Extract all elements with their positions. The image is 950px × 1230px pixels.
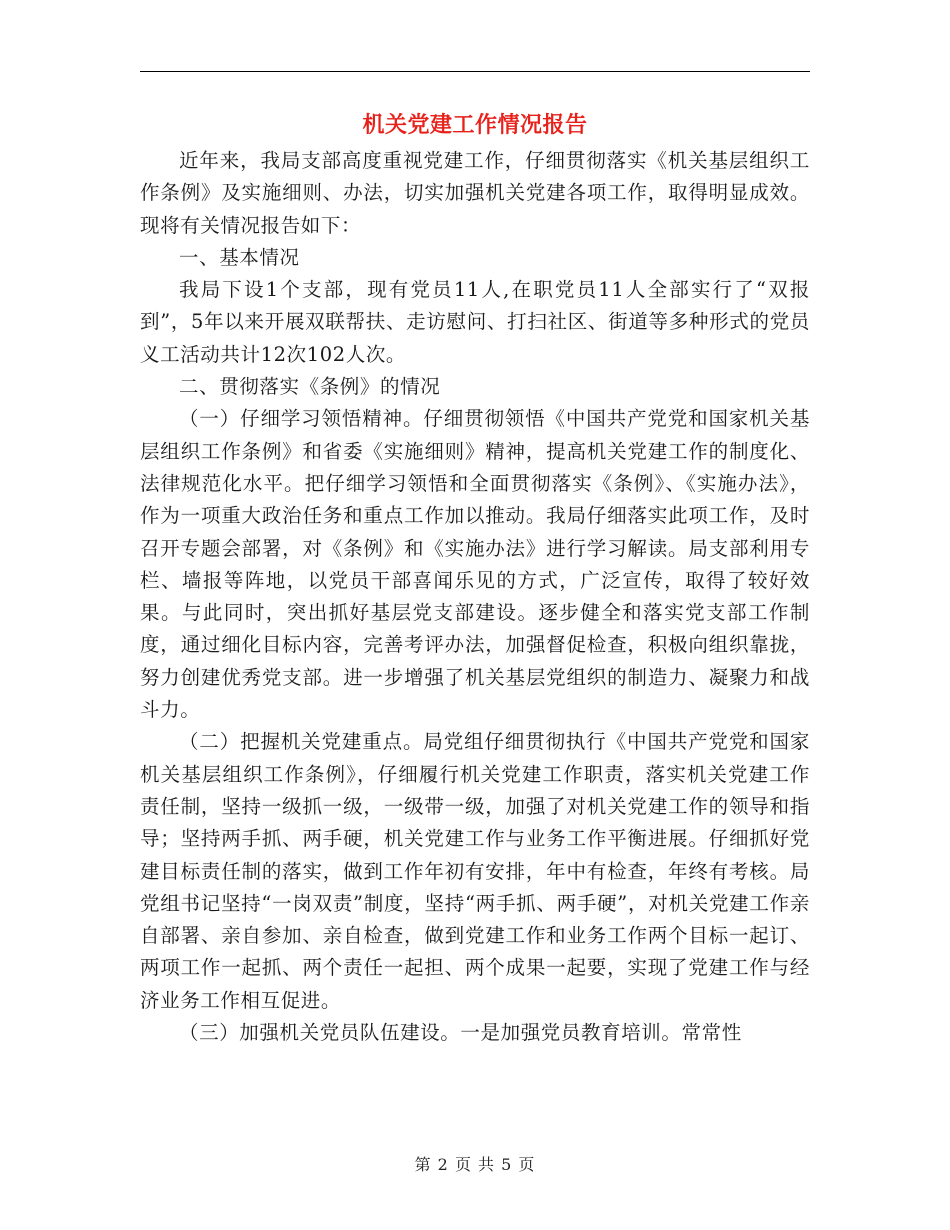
- header-rule: [140, 71, 810, 72]
- document-body: [140, 145, 810, 1049]
- paragraph-intro: 近年来，我局支部高度重视党建工作，仔细贯彻落实《机关基层组织工作条例》及实施细则、办法，切实加强机关党建各项工作，取得明显成效。现将有关情况报告如下：: [140, 149, 810, 237]
- document-title: 机关党建工作情况报告: [362, 112, 588, 138]
- paragraph-section-1: （一）仔细学习领悟精神。仔细贯彻领悟《中国共产党党和国家机关基层组织工作条例》和省委《实施细则》精神，提高机关党建工作的制度化、法律规范化水平。把仔细学习领悟和全面贯彻落实《条例》、《实施办法》，作为一项重大政治任务和重点工作加以推动。我局仔细落实此项工作，及时召开专题会部署，对《条例》和《实施办法》进行学习解读。局支部利用专栏、墙报等阵地，以党员干部喜闻乐见的方式，广泛宣传，取得了较好效果。与此同时，突出抓好基层党支部建设。逐步健全和落实党支部工作制度，通过细化目标内容，完善考评办法，加强督促检查，积极向组织靠拢，努力创建优秀党支部。进一步增强了机关基层党组织的制造力、凝聚力和战斗力。: [140, 407, 810, 722]
- page-footer: [0, 1152, 950, 1175]
- page-number: 第 2 页 共 5 页: [414, 1155, 536, 1174]
- heading-implementation: 二、贯彻落实《条例》的情况: [179, 375, 441, 399]
- paragraph-basic-situation: 我局下设1个支部，现有党员11人,在职党员11人全部实行了“双报到”，5年以来开展双联帮扶、走访慰问、打扫社区、街道等多种形式的党员义工活动共计12次102人次。: [140, 278, 810, 366]
- heading-basic-situation: 一、基本情况: [179, 245, 300, 269]
- paragraph-section-3: （三）加强机关党员队伍建设。一是加强党员教育培训。常常性: [179, 1021, 742, 1045]
- paragraph-section-2: （二）把握机关党建重点。局党组仔细贯彻执行《中国共产党党和国家机关基层组织工作条例》，仔细履行机关党建工作职责，落实机关党建工作责任制，坚持一级抓一级，一级带一级，加强了对机关党建工作的领导和指导；坚持两手抓、两手硬，机关党建工作与业务工作平衡进展。仔细抓好党建目标责任制的落实，做到工作年初有安排，年中有检查，年终有考核。局党组书记坚持“一岗双责”制度，坚持“两手抓、两手硬”，对机关党建工作亲自部署、亲自参加、亲自检查，做到党建工作和业务工作两个目标一起订、两项工作一起抓、两个责任一起担、两个成果一起要，实现了党建工作与经济业务工作相互促进。: [140, 730, 810, 1012]
